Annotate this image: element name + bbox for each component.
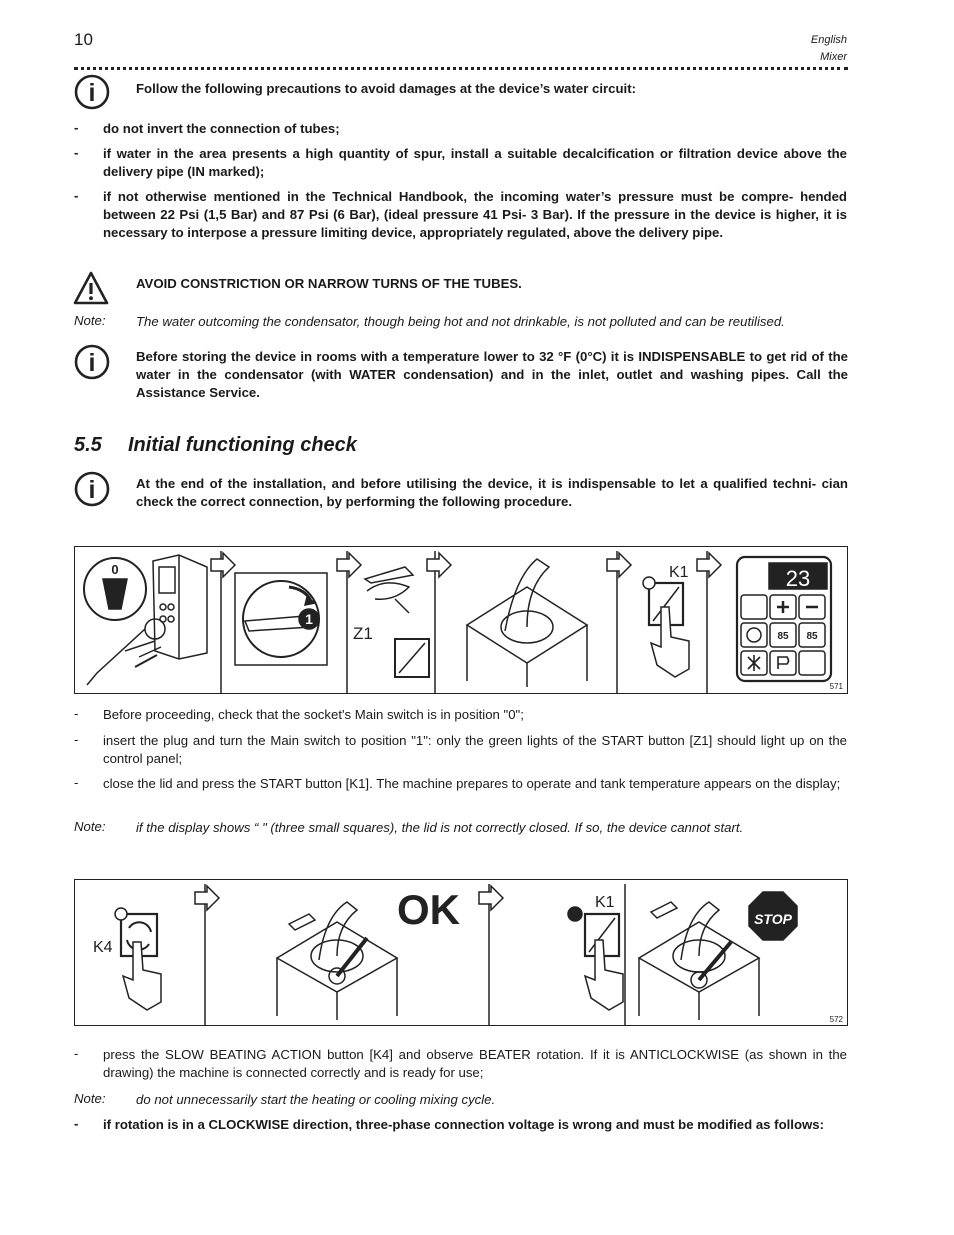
stop-sign-label: STOP	[754, 911, 792, 927]
info-icon	[74, 471, 110, 507]
k1-label: K1	[595, 894, 615, 911]
page-number: 10	[74, 30, 93, 49]
k1-label: K1	[669, 564, 689, 581]
note-text: The water outcoming the condensator, though being hot and not drinkable, is not polluted and can be reutilised.	[136, 314, 785, 329]
header-divider	[74, 67, 848, 70]
step-item: insert the plug and turn the Main switch to position "1": only the green lights of the START button [Z1] should light up on the control panel;	[103, 733, 847, 766]
bullet: -	[74, 188, 79, 203]
display-readout: 23	[785, 566, 811, 591]
bullet: -	[74, 1116, 79, 1131]
warning-icon	[73, 270, 109, 306]
bullet: -	[74, 732, 79, 747]
bullet: -	[74, 120, 79, 135]
section-title: Initial functioning check	[128, 434, 357, 456]
note-text: do not unnecessarily start the heating or cooling mixing cycle.	[136, 1092, 496, 1107]
step-item: press the SLOW BEATING ACTION button [K4] and observe BEATER rotation. If it is ANTICLOCKWISE (as shown in the drawing) the machine is connected correctly and is ready for use;	[103, 1047, 847, 1080]
k4-label: K4	[93, 939, 113, 956]
step-item: Before proceeding, check that the socket's Main switch is in position "0";	[103, 707, 524, 722]
figure-startup-procedure	[74, 546, 848, 694]
step-item: close the lid and press the START button [K1]. The machine prepares to operate and tank temperature appears on the display;	[103, 776, 841, 791]
switch-position-0-label: 0	[111, 562, 119, 577]
procedure-intro: At the end of the installation, and before utilising the device, it is indispensable to let a qualified techni- cian check the correct connection, by performing the following procedure.	[136, 476, 848, 509]
figure-rotation-check	[74, 879, 848, 1026]
figure-2-drawing	[75, 880, 847, 1025]
z1-label: Z1	[353, 624, 373, 643]
header-language: English	[810, 34, 847, 46]
ok-label: OK	[397, 886, 460, 933]
note-label: Note:	[74, 313, 106, 328]
note-label: Note:	[74, 819, 106, 834]
section-number: 5.5	[74, 434, 102, 456]
precaution-item: if water in the area presents a high quantity of spur, install a suitable decalcification or filtration device above the delivery pipe (IN marked);	[103, 146, 847, 179]
bullet: -	[74, 706, 79, 721]
svg-text:i: i	[88, 349, 96, 377]
precautions-intro: Follow the following precautions to avoid damages at the device’s water circuit:	[136, 81, 636, 96]
switch-position-1-label: 1	[305, 611, 313, 627]
note-text: if the display shows “ " (three small squares), the lid is not correctly closed. If so, the device cannot start.	[136, 820, 744, 835]
running-header	[811, 32, 847, 66]
info-icon	[74, 344, 110, 380]
header-section: Mixer	[820, 51, 847, 63]
svg-text:i: i	[88, 79, 96, 107]
figure-code: 571	[829, 682, 843, 691]
clockwise-instruction: if rotation is in a CLOCKWISE direction, three-phase connection voltage is wrong and must be modified as follows:	[103, 1117, 824, 1132]
precaution-item: if not otherwise mentioned in the Technical Handbook, the incoming water’s pressure must be compre- hended between 22 Psi (1,5 Bar) and 87 Psi (6 Bar), (ideal pressure 41 Psi- 3 Bar). If the pressure in the device is higher, it is necessary to interpose a pressure limiting device, appropriately regulated, above the delivery pipe.	[103, 189, 847, 240]
temp-85-label: 85	[777, 631, 789, 642]
bullet: -	[74, 1046, 79, 1061]
note-label: Note:	[74, 1091, 106, 1106]
section-heading	[74, 434, 357, 457]
svg-text:i: i	[88, 476, 96, 504]
figure-code: 572	[829, 1015, 843, 1024]
bullet: -	[74, 145, 79, 160]
temp-85-label: 85	[806, 631, 818, 642]
figure-1-drawing	[75, 547, 847, 693]
info-icon	[74, 74, 110, 110]
bullet: -	[74, 775, 79, 790]
precaution-item: do not invert the connection of tubes;	[103, 121, 340, 136]
storage-warning: Before storing the device in rooms with a temperature lower to 32 °F (0°C) it is INDISPENSABLE to get rid of the water in the condensator (with WATER condensation) and in the inlet, outlet and washing pipes. Call the Assistance Service.	[136, 349, 848, 400]
warning-text: AVOID CONSTRICTION OR NARROW TURNS OF THE TUBES.	[136, 276, 522, 291]
